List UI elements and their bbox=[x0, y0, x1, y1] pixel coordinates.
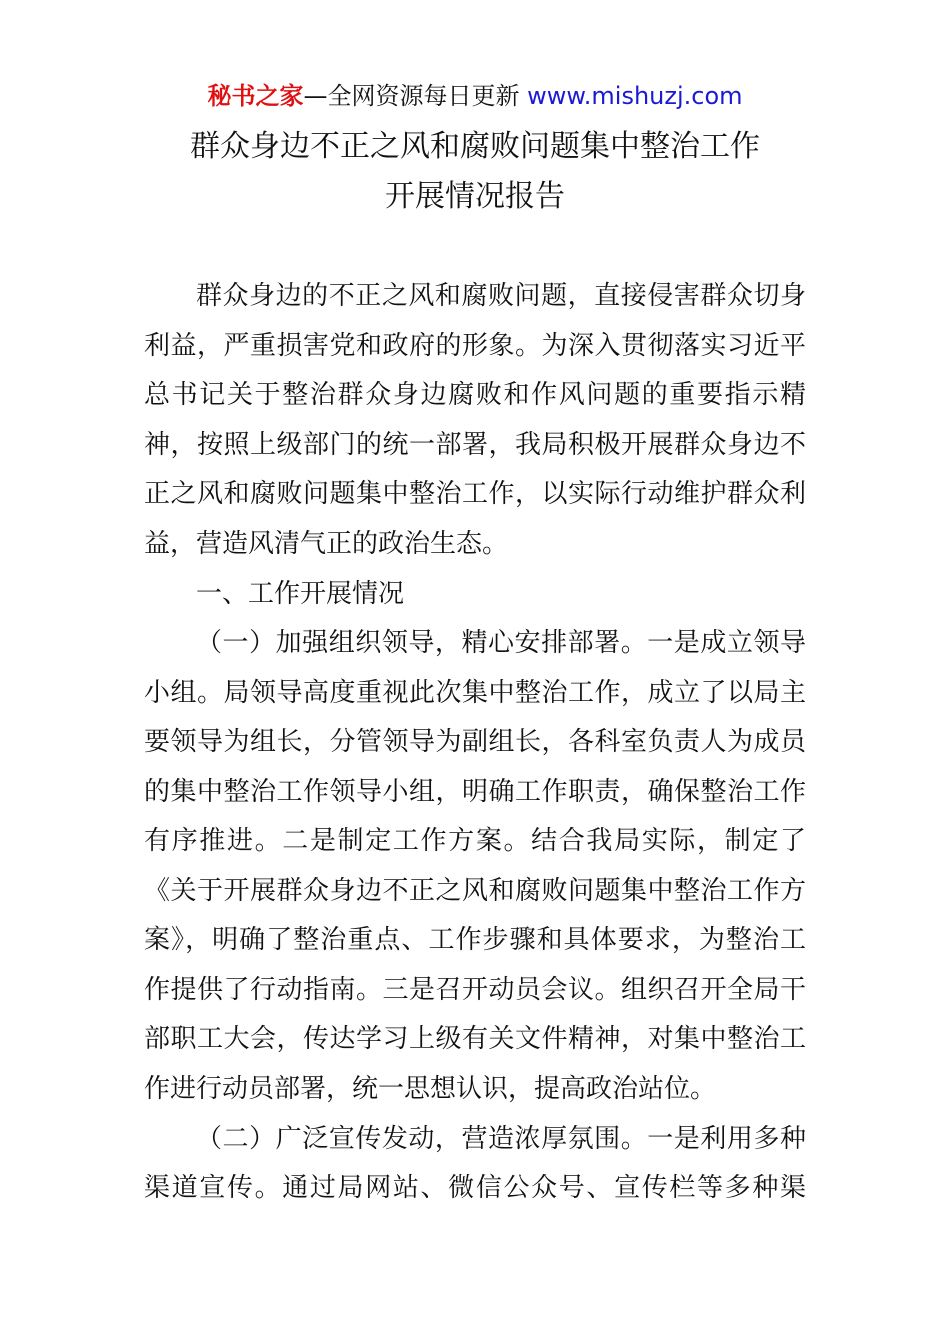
paragraph-line: （二）广泛宣传发动，营造浓厚氛围。一是利用多种 bbox=[196, 1124, 806, 1154]
brand-name: 秘书之家 bbox=[207, 82, 304, 110]
site-header bbox=[0, 80, 950, 112]
document-title-line-1: 群众身边不正之风和腐败问题集中整治工作 bbox=[190, 129, 760, 164]
document-title-line-2: 开展情况报告 bbox=[385, 179, 565, 214]
paragraph-line: 《关于开展群众身边不正之风和腐败问题集中整治工作方 bbox=[144, 876, 806, 906]
site-url[interactable]: www.mishuzj.com bbox=[527, 82, 743, 110]
paragraph-line: 作提供了行动指南。三是召开动员会议。组织召开全局干 bbox=[144, 975, 806, 1005]
paragraph-line: 案》，明确了整治重点、工作步骤和具体要求，为整治工 bbox=[144, 925, 806, 955]
paragraph-line: 群众身边的不正之风和腐败问题，直接侵害群众切身 bbox=[196, 281, 806, 311]
paragraph-line: 正之风和腐败问题集中整治工作，以实际行动维护群众利 bbox=[144, 479, 806, 509]
header-tagline: —全网资源每日更新 bbox=[303, 82, 520, 110]
paragraph-line: （一）加强组织领导，精心安排部署。一是成立领导 bbox=[196, 628, 806, 658]
paragraph-line: 总书记关于整治群众身边腐败和作风问题的重要指示精 bbox=[144, 380, 806, 410]
paragraph-line: 有序推进。二是制定工作方案。结合我局实际，制定了 bbox=[144, 826, 806, 856]
paragraph-line: 的集中整治工作领导小组，明确工作职责，确保整治工作 bbox=[144, 777, 806, 807]
paragraph-line: 要领导为组长，分管领导为副组长，各科室负责人为成员 bbox=[144, 727, 806, 757]
paragraph-line: 神，按照上级部门的统一部署，我局积极开展群众身边不 bbox=[144, 430, 806, 460]
section-heading: 一、工作开展情况 bbox=[196, 579, 405, 609]
paragraph-line: 利益，严重损害党和政府的形象。为深入贯彻落实习近平 bbox=[144, 331, 806, 361]
paragraph-line: 渠道宣传。通过局网站、微信公众号、宣传栏等多种渠 bbox=[144, 1173, 806, 1203]
paragraph-line: 部职工大会，传达学习上级有关文件精神，对集中整治工 bbox=[144, 1024, 806, 1054]
paragraph-line: 作进行动员部署，统一思想认识，提高政治站位。 bbox=[144, 1074, 717, 1104]
paragraph-line: 小组。局领导高度重视此次集中整治工作，成立了以局主 bbox=[144, 678, 806, 708]
paragraph-line: 益，营造风清气正的政治生态。 bbox=[144, 529, 509, 559]
